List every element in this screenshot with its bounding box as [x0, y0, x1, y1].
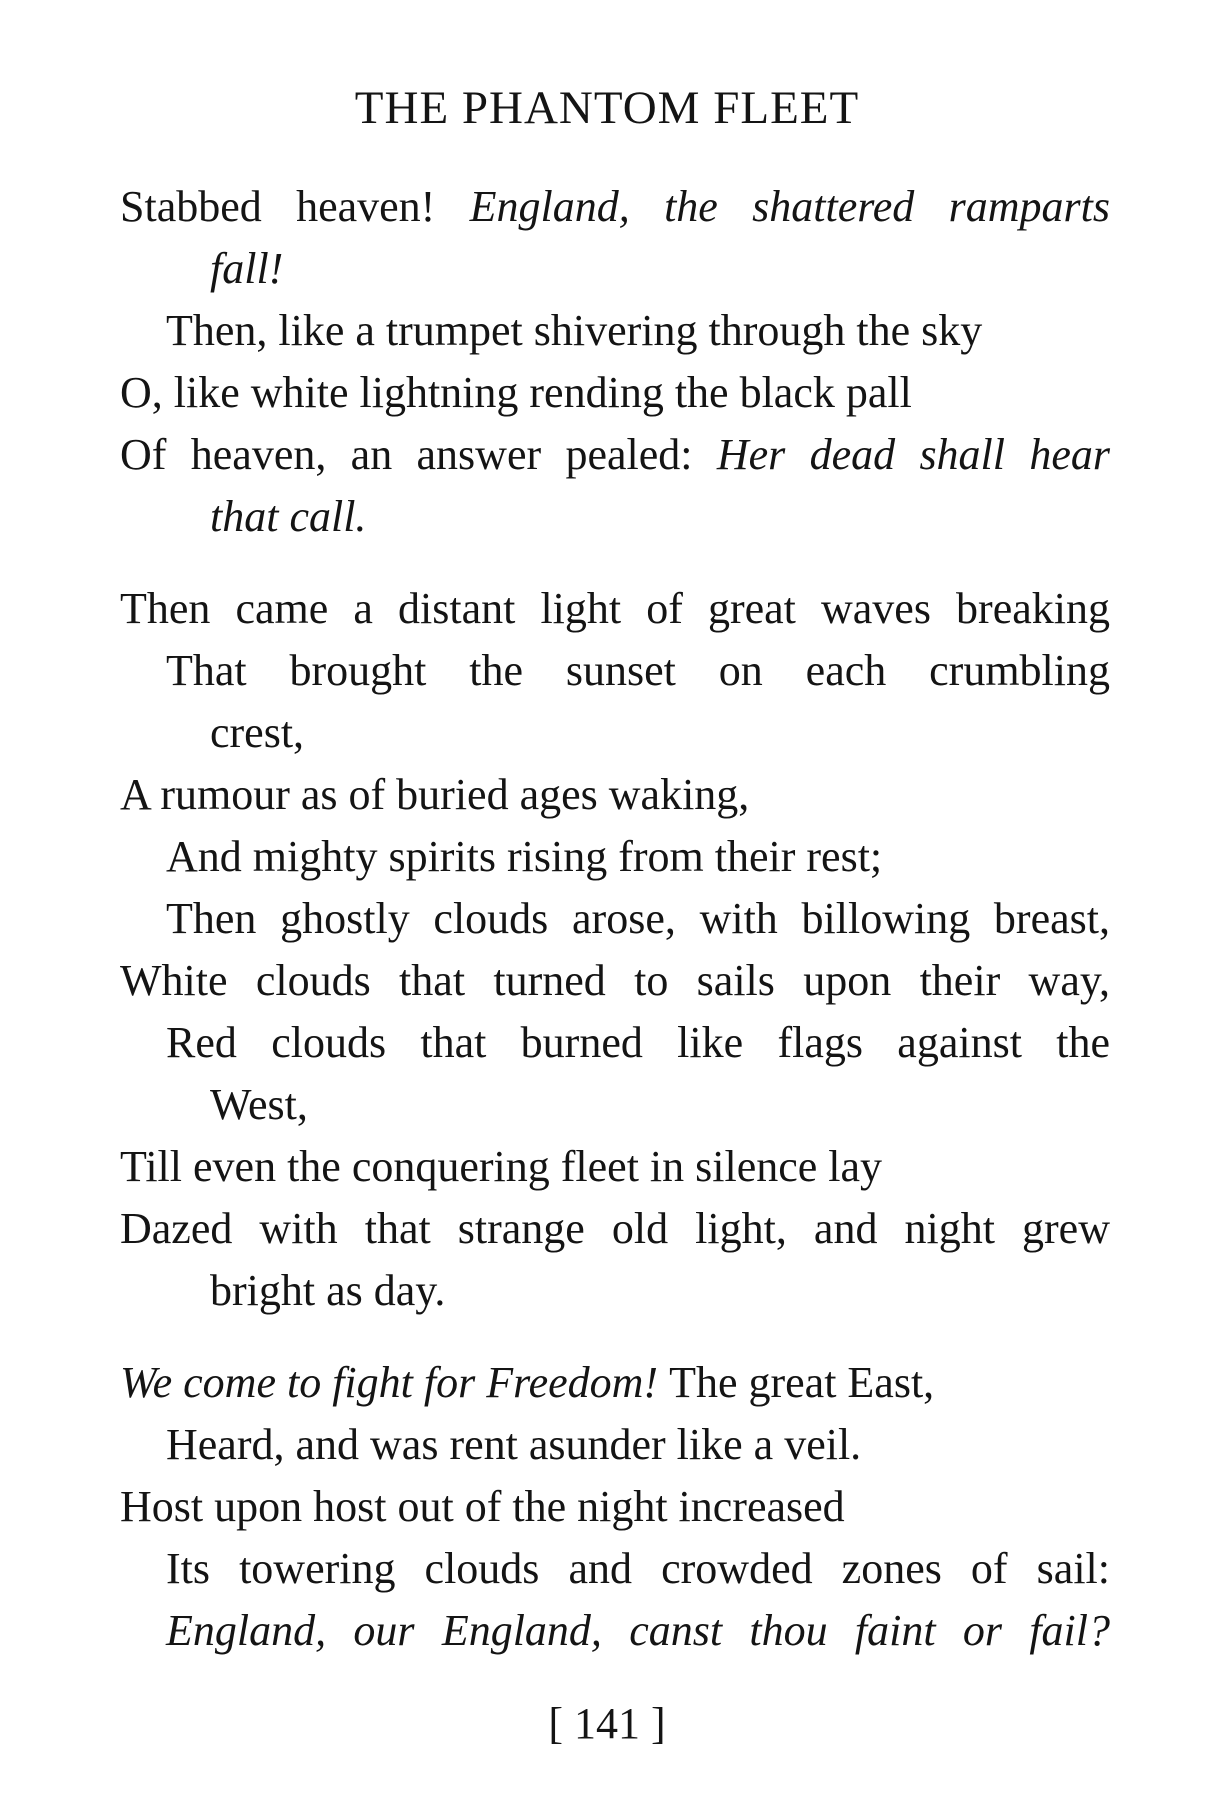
roman-text: Till even the conquering fleet in silence lay: [120, 1142, 883, 1191]
roman-text: bright as day.: [210, 1266, 446, 1315]
poem-line: [120, 826, 1110, 888]
roman-text: Then ghostly clouds arose, with billowing breast,: [166, 894, 1110, 943]
roman-text: A rumour as of buried ages waking,: [120, 770, 750, 819]
roman-text: Then, like a trumpet shivering through the sky: [166, 306, 983, 355]
poem-line: [120, 1198, 1110, 1260]
roman-text: Red clouds that burned like flags against the: [166, 1018, 1110, 1067]
poem-line: [120, 578, 1110, 640]
roman-text: That brought the sunset on each crumbling: [166, 646, 1110, 695]
poem-line: [120, 1012, 1110, 1074]
roman-text: Of heaven, an answer pealed:: [120, 430, 717, 479]
stanza-break: [120, 1322, 1110, 1352]
poem-line: [120, 486, 1110, 548]
italic-text: England, our England, canst thou faint or fail?: [166, 1606, 1110, 1655]
poem-line: [120, 176, 1110, 238]
roman-text: Dazed with that strange old light, and night grew: [120, 1204, 1110, 1253]
roman-text: Stabbed heaven!: [120, 182, 470, 231]
poem-line: [120, 1476, 1110, 1538]
poem-line: [120, 1074, 1110, 1136]
poem-line: [120, 1600, 1110, 1662]
poem-line: [120, 1136, 1110, 1198]
poem-text: [120, 176, 1110, 1662]
poem-line: [120, 1352, 1110, 1414]
page-number: [ 141 ]: [548, 1699, 666, 1748]
roman-text: Its towering clouds and crowded zones of sail:: [166, 1544, 1110, 1593]
poem-line: [120, 424, 1110, 486]
poem-line: [120, 702, 1110, 764]
roman-text: Heard, and was rent asunder like a veil.: [166, 1420, 862, 1469]
italic-text: Her dead shall hear: [716, 430, 1110, 479]
italic-text: fall!: [210, 244, 284, 293]
poem-line: [120, 300, 1110, 362]
running-head: THE PHANTOM FLEET: [354, 82, 860, 134]
roman-text: The great East,: [669, 1358, 935, 1407]
poem-line: [120, 1260, 1110, 1322]
roman-text: crest,: [210, 708, 305, 757]
roman-text: Then came a distant light of great waves breaking: [120, 584, 1110, 633]
poem-line: [120, 640, 1110, 702]
poem-line: [120, 1538, 1110, 1600]
roman-text: Host upon host out of the night increased: [120, 1482, 845, 1531]
poem-line: [120, 1414, 1110, 1476]
poem-line: [120, 238, 1110, 300]
roman-text: White clouds that turned to sails upon their way,: [120, 956, 1110, 1005]
stanza-break: [120, 548, 1110, 578]
roman-text: And mighty spirits rising from their rest;: [166, 832, 883, 881]
poem-line: [120, 950, 1110, 1012]
roman-text: West,: [210, 1080, 308, 1129]
roman-text: O, like white lightning rending the black pall: [120, 368, 912, 417]
italic-text: We come to fight for Freedom!: [120, 1358, 670, 1407]
italic-text: that call.: [210, 492, 367, 541]
poem-line: [120, 362, 1110, 424]
italic-text: England, the shattered ramparts: [469, 182, 1110, 231]
poem-line: [120, 764, 1110, 826]
poem-line: [120, 888, 1110, 950]
